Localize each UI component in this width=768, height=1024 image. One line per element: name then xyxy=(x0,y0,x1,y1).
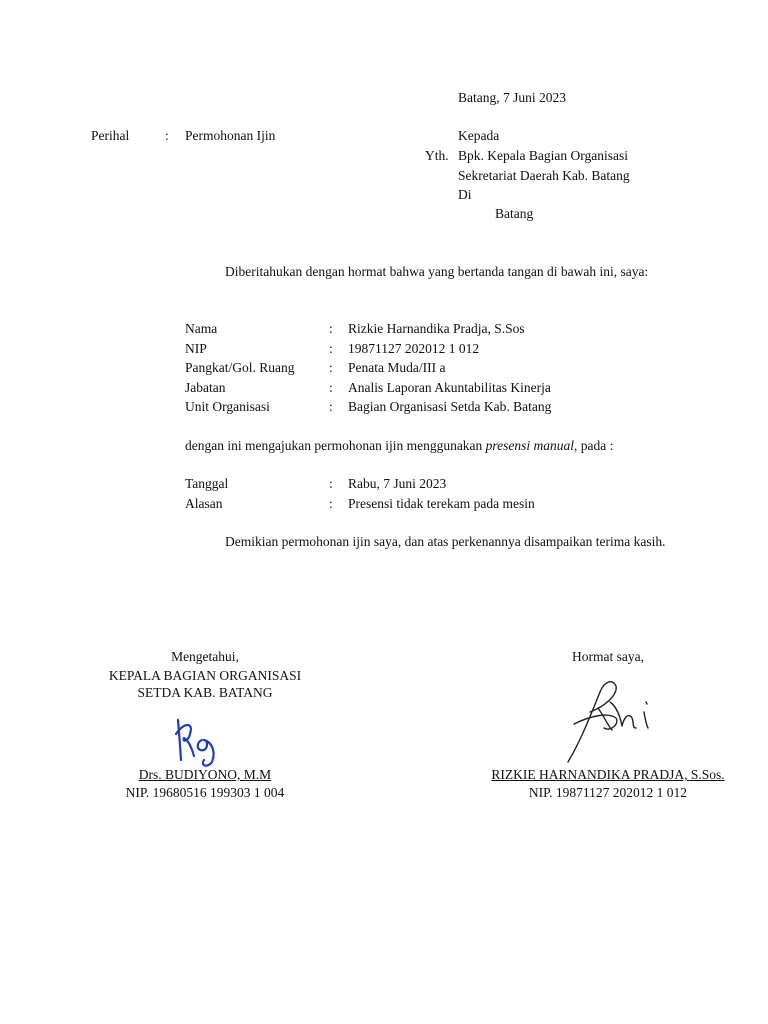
field-label-nama: Nama xyxy=(185,321,218,336)
field-value-jabatan: Analis Laporan Akuntabilitas Kinerja xyxy=(348,380,551,395)
left-sign-line1: Mengetahui, xyxy=(171,649,239,664)
recipient-line1: Bpk. Kepala Bagian Organisasi xyxy=(458,148,628,163)
recipient-di: Di xyxy=(458,187,472,202)
subject-colon: : xyxy=(165,128,169,143)
right-signature-image xyxy=(560,672,660,767)
subject-label: Perihal xyxy=(91,128,130,143)
field-colon: : xyxy=(329,360,333,375)
field-label-nip: NIP xyxy=(185,341,207,356)
request-emphasis: presensi manual xyxy=(485,438,575,453)
right-sign-line1: Hormat saya, xyxy=(572,649,644,664)
request-text-after: , pada : xyxy=(574,438,614,453)
field-value-nama: Rizkie Harnandika Pradja, S.Sos xyxy=(348,321,525,336)
left-sign-line3: SETDA KAB. BATANG xyxy=(137,685,273,700)
field-colon: : xyxy=(329,399,333,414)
recipient-line2: Sekretariat Daerah Kab. Batang xyxy=(458,168,630,183)
field-label-jabatan: Jabatan xyxy=(185,380,226,395)
recipient-kepada: Kepada xyxy=(458,128,500,143)
field-label-tanggal: Tanggal xyxy=(185,476,229,491)
letter-date: Batang, 7 Juni 2023 xyxy=(458,90,566,105)
field-label-pangkat: Pangkat/Gol. Ruang xyxy=(185,360,295,375)
field-value-alasan: Presensi tidak terekam pada mesin xyxy=(348,496,535,511)
request-text-before: dengan ini mengajukan permohonan ijin menggunakan xyxy=(185,438,486,453)
left-sign-nip: NIP. 19680516 199303 1 004 xyxy=(125,785,285,800)
recipient-city: Batang xyxy=(495,206,534,221)
right-sign-nip: NIP. 19871127 202012 1 012 xyxy=(528,785,688,800)
field-colon: : xyxy=(329,341,333,356)
field-colon: : xyxy=(329,476,333,491)
right-sign-name: RIZKIE HARNANDIKA PRADJA, S.Sos. xyxy=(491,767,725,782)
intro-paragraph: Diberitahukan dengan hormat bahwa yang bertanda tangan di bawah ini, saya: xyxy=(225,264,649,279)
field-colon: : xyxy=(329,496,333,511)
field-label-unit: Unit Organisasi xyxy=(185,399,270,414)
field-value-nip: 19871127 202012 1 012 xyxy=(348,341,480,356)
closing-paragraph: Demikian permohonan ijin saya, dan atas perkenannya disampaikan terima kasih. xyxy=(225,534,666,549)
left-sign-name: Drs. BUDIYONO, M.M xyxy=(138,767,272,782)
field-label-alasan: Alasan xyxy=(185,496,223,511)
field-value-tanggal: Rabu, 7 Juni 2023 xyxy=(348,476,447,491)
subject-value: Permohonan Ijin xyxy=(185,128,276,143)
field-value-unit: Bagian Organisasi Setda Kab. Batang xyxy=(348,399,552,414)
field-value-pangkat: Penata Muda/III a xyxy=(348,360,446,375)
request-line xyxy=(185,436,613,456)
left-signature-image xyxy=(168,712,238,772)
field-colon: : xyxy=(329,380,333,395)
left-sign-line2: KEPALA BAGIAN ORGANISASI xyxy=(108,668,302,683)
recipient-yth: Yth. xyxy=(425,148,449,163)
field-colon: : xyxy=(329,321,333,336)
